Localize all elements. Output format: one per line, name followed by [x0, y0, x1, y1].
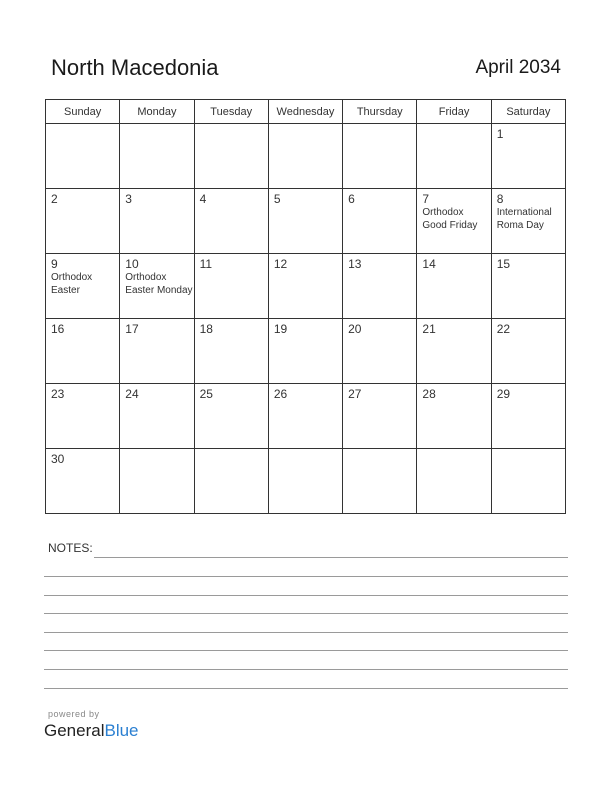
day-number: 24 [125, 387, 139, 401]
day-number: 23 [51, 387, 65, 401]
day-cell [268, 449, 342, 514]
holiday-label: Orthodox Easter [51, 272, 93, 296]
notes-line [44, 576, 568, 577]
day-cell [46, 319, 120, 384]
notes-line [44, 632, 568, 633]
day-cell [120, 254, 194, 319]
day-number: 28 [422, 387, 436, 401]
day-cell [417, 384, 491, 449]
day-number: 12 [273, 257, 288, 271]
day-number: 17 [125, 322, 139, 336]
day-cell [417, 449, 491, 514]
week-row [46, 254, 566, 319]
day-cell [194, 189, 268, 254]
day-cell [491, 189, 565, 254]
notes-line [44, 613, 568, 614]
day-number: 25 [199, 387, 213, 401]
day-cell [491, 254, 565, 319]
day-cell [417, 189, 491, 254]
weekday-header: Friday [417, 100, 491, 124]
day-number: 2 [51, 192, 58, 206]
day-number: 14 [422, 257, 436, 271]
weekday-header-row [46, 100, 566, 124]
calendar-grid [45, 99, 566, 514]
day-number: 5 [273, 192, 281, 206]
day-cell [417, 254, 491, 319]
powered-by-text: powered by [48, 709, 100, 719]
notes-line [44, 688, 568, 689]
day-cell [194, 449, 268, 514]
day-number: 15 [496, 257, 511, 271]
day-cell [417, 124, 491, 189]
day-cell [268, 384, 342, 449]
day-cell [194, 384, 268, 449]
day-cell [120, 319, 194, 384]
day-cell [417, 319, 491, 384]
day-cell [268, 124, 342, 189]
day-cell [491, 449, 565, 514]
day-number: 13 [348, 257, 362, 271]
day-cell [120, 384, 194, 449]
week-row [46, 124, 566, 189]
weekday-header: Monday [120, 100, 194, 124]
notes-line [44, 669, 568, 670]
day-cell [194, 254, 268, 319]
day-number: 3 [125, 192, 132, 206]
holiday-label: Orthodox Easter Monday [125, 272, 193, 296]
day-number: 11 [199, 257, 213, 271]
week-row [46, 449, 566, 514]
day-cell [46, 124, 120, 189]
day-cell [120, 124, 194, 189]
holiday-label: Orthodox Good Friday [422, 207, 478, 231]
week-row [46, 189, 566, 254]
day-number: 8 [496, 192, 504, 206]
day-number: 21 [422, 322, 436, 336]
weekday-header: Thursday [343, 100, 417, 124]
weekday-header: Tuesday [194, 100, 268, 124]
weekday-header: Sunday [46, 100, 120, 124]
country-title: North Macedonia [51, 55, 219, 80]
week-row [46, 384, 566, 449]
day-cell [343, 449, 417, 514]
day-cell [268, 254, 342, 319]
logo-blue-text: Blue [104, 721, 139, 740]
weekday-header: Saturday [491, 100, 565, 124]
day-cell [46, 189, 120, 254]
notes-line [94, 557, 568, 558]
day-cell [120, 189, 194, 254]
day-cell [268, 319, 342, 384]
day-cell [268, 189, 342, 254]
day-cell [46, 254, 120, 319]
notes-line [44, 650, 568, 651]
day-number: 16 [51, 322, 65, 336]
holiday-label: International Roma Day [496, 207, 552, 231]
week-row [46, 319, 566, 384]
day-number: 6 [348, 192, 355, 206]
day-number: 30 [51, 452, 65, 466]
day-number: 20 [348, 322, 362, 336]
day-cell [343, 319, 417, 384]
notes-label: NOTES: [48, 541, 93, 555]
day-cell [46, 449, 120, 514]
logo-general-text: General [44, 721, 105, 740]
day-number: 22 [496, 322, 511, 336]
day-cell [343, 384, 417, 449]
day-number: 9 [51, 257, 58, 271]
day-number: 10 [125, 257, 139, 271]
day-number: 1 [496, 127, 504, 141]
day-cell [120, 449, 194, 514]
day-cell [343, 254, 417, 319]
day-number: 7 [422, 192, 430, 206]
notes-line [44, 595, 568, 596]
day-cell [343, 124, 417, 189]
day-cell [491, 319, 565, 384]
day-number: 26 [273, 387, 288, 401]
day-number: 4 [199, 192, 207, 206]
day-number: 27 [348, 387, 362, 401]
weekday-header: Wednesday [268, 100, 342, 124]
day-number: 19 [273, 322, 288, 336]
day-cell [46, 384, 120, 449]
day-cell [491, 124, 565, 189]
day-cell [194, 124, 268, 189]
day-number: 18 [199, 322, 213, 336]
month-year-title: April 2034 [475, 57, 561, 78]
day-cell [194, 319, 268, 384]
day-cell [491, 384, 565, 449]
day-number: 29 [496, 387, 511, 401]
generalblue-logo[interactable] [44, 721, 139, 741]
day-cell [343, 189, 417, 254]
